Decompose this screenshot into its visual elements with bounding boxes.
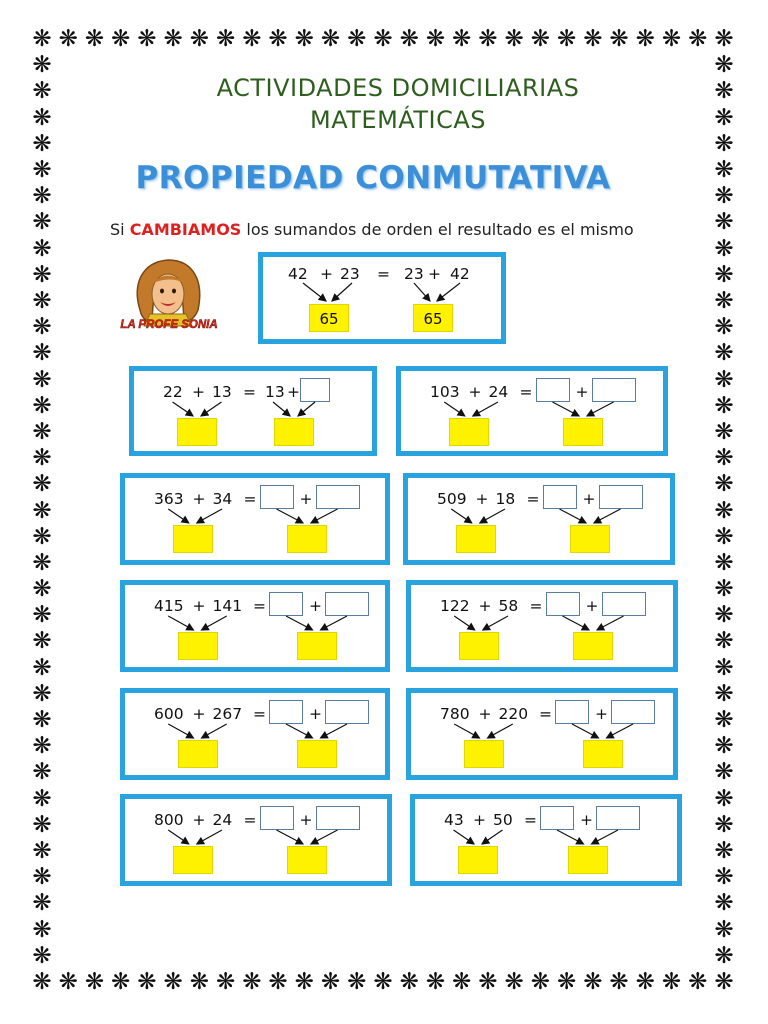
- ornament-star: ❋: [84, 969, 105, 995]
- ornament-star: ❋: [32, 576, 52, 603]
- arrow: [592, 830, 619, 844]
- arrow: [311, 830, 338, 844]
- ornament-star: ❋: [556, 26, 577, 52]
- plus-sign: +: [192, 811, 206, 829]
- plus-sign: +: [475, 490, 489, 508]
- arrow: [168, 724, 193, 738]
- given-addend: 13: [265, 383, 285, 401]
- example-addend-b: 23: [340, 265, 360, 283]
- ornament-star: ❋: [714, 497, 734, 524]
- arrow: [286, 724, 313, 738]
- equals-sign: =: [243, 383, 256, 401]
- ornament-star: ❋: [714, 52, 734, 79]
- addend-b: 220: [498, 705, 529, 723]
- ornament-star: ❋: [635, 26, 655, 52]
- addend-b: 24: [488, 383, 509, 401]
- ornament-star: ❋: [32, 890, 52, 917]
- example-equals: =: [377, 265, 390, 283]
- ornament-star: ❋: [32, 654, 52, 681]
- ornament-star: ❋: [32, 445, 52, 472]
- ornament-star: ❋: [714, 680, 734, 707]
- ornament-star: ❋: [714, 838, 734, 865]
- arrow: [197, 509, 222, 523]
- ornament-star: ❋: [714, 628, 734, 655]
- ornament-star: ❋: [556, 969, 577, 995]
- ornament-star: ❋: [189, 26, 210, 52]
- ornament-star: ❋: [452, 969, 472, 995]
- arrow: [168, 616, 193, 630]
- ornament-star: ❋: [268, 26, 288, 52]
- plus-sign: +: [473, 811, 486, 829]
- ornament-star: ❋: [32, 104, 52, 131]
- arrow: [572, 724, 599, 738]
- ornament-star: ❋: [32, 864, 52, 891]
- avatar-label: LA PROFE SONIA: [120, 319, 218, 331]
- ornament-star: ❋: [320, 26, 341, 52]
- addend-a: 43: [444, 811, 464, 829]
- addend-b: 267: [212, 705, 243, 723]
- plus-sign: +: [478, 597, 492, 615]
- arrow: [444, 402, 465, 416]
- equals-sign: =: [529, 597, 543, 615]
- ornament-star: ❋: [32, 471, 52, 498]
- ornament-star: ❋: [452, 26, 472, 52]
- arrow: [557, 830, 584, 844]
- plus-sign: +: [192, 597, 206, 615]
- ornament-star: ❋: [714, 549, 734, 576]
- addend-a: 103: [430, 383, 460, 401]
- ornament-star: ❋: [32, 497, 52, 524]
- ornament-star: ❋: [478, 26, 498, 52]
- ornament-star: ❋: [32, 785, 52, 812]
- ornament-star: ❋: [32, 52, 52, 79]
- example-plus: +: [320, 265, 333, 283]
- right-plus: +: [575, 383, 589, 401]
- ornament-star: ❋: [714, 523, 734, 550]
- ornament-star: ❋: [373, 26, 393, 52]
- ornament-star: ❋: [294, 26, 314, 52]
- ornament-star: ❋: [635, 969, 655, 995]
- ornament-star: ❋: [714, 969, 734, 995]
- ornament-star: ❋: [661, 969, 682, 995]
- ornament-star: ❋: [714, 392, 734, 419]
- arrow: [201, 402, 222, 416]
- example-swapped-plus: +: [428, 265, 441, 283]
- ornament-star: ❋: [714, 130, 734, 157]
- arrow: [587, 402, 614, 416]
- ornament-star: ❋: [714, 445, 734, 472]
- addend-b: 18: [495, 490, 516, 508]
- ornament-star: ❋: [714, 209, 734, 236]
- example-swapped-b: 42: [450, 265, 470, 283]
- ornament-star: ❋: [714, 104, 734, 131]
- ornament-star: ❋: [32, 78, 52, 105]
- ornament-star: ❋: [714, 864, 734, 891]
- ornament-star: ❋: [688, 969, 708, 995]
- ornament-star: ❋: [320, 969, 341, 995]
- plus-sign: +: [468, 383, 482, 401]
- ornament-star: ❋: [32, 235, 52, 262]
- addend-a: 22: [163, 383, 183, 401]
- ornament-star: ❋: [714, 183, 734, 210]
- ornament-star: ❋: [399, 26, 419, 52]
- arrow: [451, 509, 472, 523]
- ornament-star: ❋: [399, 969, 419, 995]
- ornament-star: ❋: [688, 26, 708, 52]
- addend-a: 780: [440, 705, 470, 723]
- right-plus: +: [287, 383, 300, 401]
- ornament-star: ❋: [504, 26, 524, 52]
- ornament-star: ❋: [714, 471, 734, 498]
- ornament-star: ❋: [84, 26, 105, 52]
- ornament-star: ❋: [32, 183, 52, 210]
- ornament-star: ❋: [163, 26, 183, 52]
- ornament-star: ❋: [32, 156, 52, 183]
- addend-b: 24: [212, 811, 233, 829]
- arrow: [454, 616, 475, 630]
- ornament-star: ❋: [137, 26, 157, 52]
- ornament-star: ❋: [215, 26, 236, 52]
- arrow: [597, 616, 624, 630]
- addend-a: 600: [154, 705, 184, 723]
- rule-text-start: Si: [110, 220, 130, 239]
- example-addend-a: 42: [288, 265, 308, 283]
- ornament-star: ❋: [32, 916, 52, 943]
- arrow: [488, 724, 513, 738]
- right-plus: +: [299, 490, 313, 508]
- ornament-star: ❋: [714, 942, 734, 969]
- arrow: [560, 509, 587, 523]
- ornament-star: ❋: [347, 969, 367, 995]
- ornament-star: ❋: [32, 942, 52, 969]
- addend-b: 50: [493, 811, 513, 829]
- ornament-star: ❋: [714, 235, 734, 262]
- arrow: [321, 616, 348, 630]
- right-plus: +: [585, 597, 599, 615]
- arrow: [277, 509, 304, 523]
- right-plus: +: [582, 490, 596, 508]
- arrow: [607, 724, 634, 738]
- ornament-star: ❋: [111, 26, 131, 52]
- ornament-star: ❋: [714, 261, 734, 288]
- ornament-star: ❋: [609, 26, 629, 52]
- ornament-star: ❋: [58, 969, 78, 995]
- ornament-star: ❋: [714, 733, 734, 760]
- ornament-star: ❋: [32, 366, 52, 393]
- ornament-star: ❋: [714, 156, 734, 183]
- ornament-star: ❋: [583, 969, 603, 995]
- ornament-star: ❋: [268, 969, 288, 995]
- ornament-star: ❋: [111, 969, 131, 995]
- arrow: [563, 616, 590, 630]
- ornament-star: ❋: [32, 733, 52, 760]
- rule-highlight: CAMBIAMOS: [129, 220, 242, 239]
- ornament-star: ❋: [714, 78, 734, 105]
- ornament-star: ❋: [189, 969, 210, 995]
- ornament-star: ❋: [714, 759, 734, 786]
- right-plus: +: [580, 811, 593, 829]
- equals-sign: =: [519, 383, 533, 401]
- arrow: [168, 830, 189, 844]
- arrow: [197, 830, 222, 844]
- ornament-star: ❋: [32, 759, 52, 786]
- plus-sign: +: [192, 705, 206, 723]
- ornament-star: ❋: [478, 969, 498, 995]
- arrow: [483, 616, 508, 630]
- ornament-star: ❋: [32, 628, 52, 655]
- arrow: [202, 724, 227, 738]
- ornament-star: ❋: [32, 680, 52, 707]
- addend-b: 13: [212, 383, 232, 401]
- addend-a: 363: [154, 490, 184, 508]
- addend-a: 415: [154, 597, 184, 615]
- arrow: [321, 724, 348, 738]
- arrow: [202, 616, 227, 630]
- ornament-star: ❋: [530, 969, 551, 995]
- ornament-star: ❋: [714, 916, 734, 943]
- equals-sign: =: [526, 490, 540, 508]
- ornament-star: ❋: [137, 969, 157, 995]
- ornament-star: ❋: [32, 287, 52, 314]
- page-title: PROPIEDAD CONMUTATIVA: [135, 160, 611, 196]
- addend-a: 509: [437, 490, 467, 508]
- ornament-star: ❋: [32, 549, 52, 576]
- ornament-star: ❋: [32, 314, 52, 341]
- ornament-star: ❋: [714, 602, 734, 629]
- ornament-star: ❋: [425, 969, 446, 995]
- ornament-star: ❋: [714, 785, 734, 812]
- ornament-star: ❋: [242, 26, 262, 52]
- ornament-star: ❋: [373, 969, 393, 995]
- arrow: [553, 402, 580, 416]
- equals-sign: =: [243, 490, 257, 508]
- plus-sign: +: [192, 383, 205, 401]
- arrow: [594, 509, 621, 523]
- addend-b: 34: [212, 490, 233, 508]
- ornament-star: ❋: [32, 969, 52, 995]
- ornament-star: ❋: [294, 969, 314, 995]
- header-line-2: MATEMÁTICAS: [310, 106, 486, 134]
- example-swapped-a: 23: [404, 265, 424, 283]
- addend-a: 122: [440, 597, 470, 615]
- ornament-star: ❋: [32, 838, 52, 865]
- arrow: [173, 402, 194, 416]
- ornament-star: ❋: [583, 26, 603, 52]
- right-plus: +: [595, 705, 608, 723]
- ornament-star: ❋: [58, 26, 78, 52]
- arrow: [473, 402, 498, 416]
- ornament-star: ❋: [32, 811, 52, 838]
- arrow: [480, 509, 505, 523]
- ornament-star: ❋: [714, 314, 734, 341]
- addend-b: 58: [498, 597, 519, 615]
- arrow: [298, 402, 315, 416]
- addend-a: 800: [154, 811, 184, 829]
- ornament-star: ❋: [163, 969, 183, 995]
- right-plus: +: [309, 705, 322, 723]
- ornament-star: ❋: [714, 340, 734, 367]
- plus-sign: +: [478, 705, 492, 723]
- ornament-star: ❋: [714, 654, 734, 681]
- ornament-star: ❋: [714, 26, 734, 52]
- arrow: [482, 830, 503, 844]
- right-plus: +: [299, 811, 313, 829]
- arrow: [273, 402, 290, 416]
- ornament-star: ❋: [32, 340, 52, 367]
- ornament-star: ❋: [609, 969, 629, 995]
- equals-sign: =: [539, 705, 552, 723]
- plus-sign: +: [192, 490, 206, 508]
- ornament-star: ❋: [242, 969, 262, 995]
- arrow: [454, 724, 479, 738]
- ornament-star: ❋: [32, 602, 52, 629]
- header-line-1: ACTIVIDADES DOMICILIARIAS: [216, 74, 580, 102]
- ornament-star: ❋: [32, 209, 52, 236]
- ornament-star: ❋: [32, 523, 52, 550]
- ornament-star: ❋: [714, 418, 734, 445]
- ornament-star: ❋: [347, 26, 367, 52]
- arrow: [454, 830, 475, 844]
- arrow: [168, 509, 189, 523]
- ornament-star: ❋: [714, 366, 734, 393]
- arrow: [311, 509, 338, 523]
- equals-sign: =: [524, 811, 537, 829]
- addend-b: 141: [212, 597, 243, 615]
- ornament-star: ❋: [32, 392, 52, 419]
- ornament-star: ❋: [425, 26, 446, 52]
- ornament-star: ❋: [32, 261, 52, 288]
- ornament-star: ❋: [32, 130, 52, 157]
- ornament-star: ❋: [661, 26, 682, 52]
- ornament-star: ❋: [714, 890, 734, 917]
- arrow: [286, 616, 313, 630]
- ornament-star: ❋: [32, 26, 52, 52]
- example-result-right: 65: [413, 304, 453, 332]
- equals-sign: =: [243, 811, 257, 829]
- ornament-star: ❋: [530, 26, 551, 52]
- rule-text-end: los sumandos de orden el resultado es el mismo: [241, 220, 634, 239]
- ornament-star: ❋: [32, 418, 52, 445]
- ornament-star: ❋: [714, 576, 734, 603]
- arrow: [277, 830, 304, 844]
- ornament-star: ❋: [215, 969, 236, 995]
- ornament-star: ❋: [714, 287, 734, 314]
- ornament-star: ❋: [714, 811, 734, 838]
- right-plus: +: [309, 597, 322, 615]
- equals-sign: =: [253, 597, 266, 615]
- ornament-star: ❋: [32, 707, 52, 734]
- example-result-left: 65: [309, 304, 349, 332]
- ornament-star: ❋: [504, 969, 524, 995]
- equals-sign: =: [253, 705, 266, 723]
- ornament-star: ❋: [714, 707, 734, 734]
